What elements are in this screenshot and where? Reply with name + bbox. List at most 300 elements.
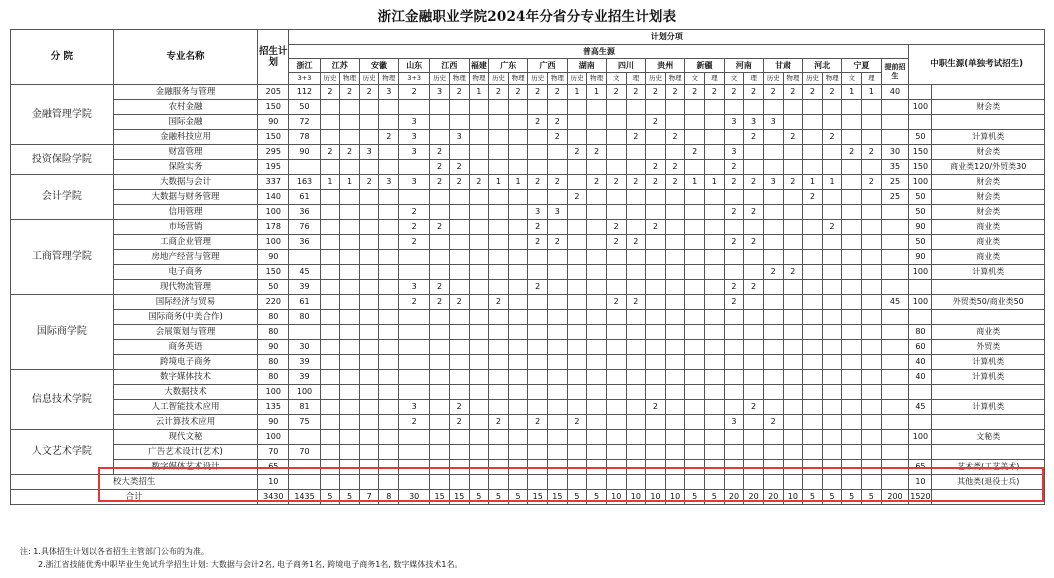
plan-cell xyxy=(528,430,548,445)
plan-cell xyxy=(606,310,626,325)
plan-cell xyxy=(469,295,489,310)
major-cell: 农村金融 xyxy=(113,100,257,115)
plan-cell xyxy=(705,310,725,325)
plan-cell xyxy=(320,295,340,310)
plan-cell: 2 xyxy=(646,160,666,175)
plan-cell xyxy=(469,325,489,340)
plan-cell xyxy=(320,160,340,175)
plan-cell xyxy=(320,115,340,130)
plan-cell xyxy=(705,370,725,385)
plan-cell xyxy=(489,145,509,160)
plan-cell xyxy=(340,235,360,250)
plan-cell xyxy=(724,190,744,205)
plan-cell xyxy=(803,295,823,310)
plan-cell xyxy=(705,445,725,460)
subject-header: 物理 xyxy=(587,73,607,85)
plan-cell: 2 xyxy=(430,280,450,295)
plan-cell xyxy=(862,205,882,220)
plan-cell xyxy=(646,385,666,400)
plan-cell: 3 xyxy=(763,175,783,190)
subject-header: 物理 xyxy=(340,73,360,85)
plan-cell xyxy=(508,310,528,325)
plan-cell: 39 xyxy=(289,280,320,295)
voc-type-cell: 计算机类 xyxy=(932,265,1045,280)
plan-cell xyxy=(508,400,528,415)
table-row xyxy=(11,310,1045,325)
plan-cell xyxy=(320,235,340,250)
plan-cell xyxy=(665,100,685,115)
plan-cell: 2 xyxy=(528,85,548,100)
province-header: 新疆 xyxy=(685,59,724,73)
subject-header: 历史 xyxy=(763,73,783,85)
total-plan-cell: 10 xyxy=(783,490,803,505)
plan-cell xyxy=(842,235,862,250)
plan-cell: 2 xyxy=(606,85,626,100)
plan-cell xyxy=(803,415,823,430)
plan-cell xyxy=(567,370,587,385)
plan-cell xyxy=(340,280,360,295)
plan-cell xyxy=(508,145,528,160)
plan-cell: 2 xyxy=(528,235,548,250)
total-cell: 100 xyxy=(258,205,289,220)
plan-cell xyxy=(489,340,509,355)
plan-cell xyxy=(469,190,489,205)
plan-cell xyxy=(430,370,450,385)
plan-cell xyxy=(449,280,469,295)
plan-cell xyxy=(340,220,360,235)
voc-count-cell: 60 xyxy=(909,340,932,355)
plan-cell xyxy=(783,190,803,205)
dept-cell: 人文艺术学院 xyxy=(11,430,114,475)
plan-cell: 2 xyxy=(430,175,450,190)
plan-cell xyxy=(862,160,882,175)
plan-cell xyxy=(449,265,469,280)
table-row xyxy=(11,100,1045,115)
plan-cell xyxy=(783,115,803,130)
plan-cell xyxy=(626,190,646,205)
plan-cell xyxy=(803,280,823,295)
plan-cell xyxy=(587,250,607,265)
admission-plan-table xyxy=(10,29,1045,505)
plan-cell xyxy=(724,370,744,385)
plan-cell: 2 xyxy=(783,85,803,100)
plan-cell xyxy=(469,445,489,460)
plan-cell: 2 xyxy=(783,175,803,190)
plan-cell xyxy=(606,445,626,460)
plan-cell xyxy=(862,220,882,235)
school-voc-type: 其他类(退役士兵) xyxy=(932,475,1045,490)
table-row xyxy=(11,295,1045,310)
plan-cell xyxy=(783,355,803,370)
plan-cell xyxy=(320,190,340,205)
table-row xyxy=(11,400,1045,415)
plan-cell xyxy=(359,400,379,415)
plan-cell xyxy=(646,130,666,145)
plan-cell xyxy=(528,190,548,205)
plan-cell xyxy=(587,310,607,325)
plan-cell xyxy=(548,325,568,340)
plan-cell xyxy=(320,250,340,265)
plan-cell xyxy=(724,430,744,445)
plan-cell xyxy=(399,370,430,385)
plan-cell xyxy=(399,445,430,460)
plan-cell xyxy=(685,340,705,355)
plan-cell xyxy=(822,280,842,295)
plan-cell xyxy=(803,235,823,250)
plan-cell: 2 xyxy=(399,235,430,250)
plan-cell xyxy=(340,130,360,145)
plan-cell xyxy=(744,445,764,460)
plan-cell xyxy=(399,100,430,115)
plan-cell: 1 xyxy=(587,85,607,100)
subject-header: 理 xyxy=(626,73,646,85)
plan-cell xyxy=(705,205,725,220)
plan-cell xyxy=(842,190,862,205)
plan-cell xyxy=(587,430,607,445)
major-cell: 国际商务(中美合作) xyxy=(113,310,257,325)
plan-cell xyxy=(881,250,909,265)
plan-cell: 2 xyxy=(705,85,725,100)
plan-cell xyxy=(803,250,823,265)
plan-cell xyxy=(508,250,528,265)
plan-cell xyxy=(528,340,548,355)
plan-cell xyxy=(606,325,626,340)
plan-cell xyxy=(626,445,646,460)
plan-cell xyxy=(469,400,489,415)
plan-cell: 2 xyxy=(744,85,764,100)
plan-cell xyxy=(587,205,607,220)
voc-type-cell xyxy=(932,280,1045,295)
subject-header: 历史 xyxy=(528,73,548,85)
plan-cell xyxy=(469,385,489,400)
plan-cell xyxy=(430,355,450,370)
table-row xyxy=(11,220,1045,235)
plan-cell xyxy=(567,400,587,415)
plan-cell xyxy=(783,160,803,175)
plan-cell: 3 xyxy=(379,175,399,190)
plan-cell xyxy=(646,445,666,460)
plan-cell xyxy=(379,115,399,130)
total-cell: 90 xyxy=(258,250,289,265)
plan-cell: 2 xyxy=(744,400,764,415)
province-header: 福建 xyxy=(469,59,489,73)
plan-cell: 39 xyxy=(289,370,320,385)
school-voc: 10 xyxy=(909,475,932,490)
plan-cell: 61 xyxy=(289,295,320,310)
plan-cell: 2 xyxy=(430,295,450,310)
plan-cell xyxy=(783,205,803,220)
plan-cell xyxy=(399,160,430,175)
plan-cell: 112 xyxy=(289,85,320,100)
plan-cell xyxy=(340,325,360,340)
plan-cell: 2 xyxy=(587,145,607,160)
plan-cell xyxy=(665,340,685,355)
plan-cell: 3 xyxy=(399,115,430,130)
plan-cell xyxy=(744,355,764,370)
total-plan-cell: 20 xyxy=(744,490,764,505)
subject-header: 历史 xyxy=(803,73,823,85)
plan-cell xyxy=(763,445,783,460)
plan-cell xyxy=(606,100,626,115)
plan-cell xyxy=(548,355,568,370)
plan-cell xyxy=(567,325,587,340)
plan-cell: 2 xyxy=(763,415,783,430)
plan-cell: 2 xyxy=(528,280,548,295)
plan-cell: 2 xyxy=(803,190,823,205)
plan-cell xyxy=(842,325,862,340)
plan-cell xyxy=(399,250,430,265)
plan-cell xyxy=(567,445,587,460)
plan-cell: 36 xyxy=(289,205,320,220)
plan-cell: 2 xyxy=(567,415,587,430)
plan-cell xyxy=(489,370,509,385)
plan-cell xyxy=(399,355,430,370)
total-cell: 90 xyxy=(258,415,289,430)
subject-header: 理 xyxy=(862,73,882,85)
plan-cell xyxy=(489,130,509,145)
plan-cell xyxy=(646,355,666,370)
plan-cell: 2 xyxy=(449,85,469,100)
plan-cell xyxy=(469,415,489,430)
plan-cell xyxy=(665,325,685,340)
plan-cell xyxy=(379,100,399,115)
plan-cell xyxy=(862,370,882,385)
plan-cell xyxy=(626,265,646,280)
plan-cell xyxy=(320,205,340,220)
plan-cell: 2 xyxy=(744,175,764,190)
plan-cell xyxy=(803,370,823,385)
total-plan-cell: 15 xyxy=(449,490,469,505)
plan-cell: 3 xyxy=(359,145,379,160)
plan-cell xyxy=(449,445,469,460)
plan-cell: 2 xyxy=(430,220,450,235)
plan-cell xyxy=(763,160,783,175)
plan-cell: 3 xyxy=(399,280,430,295)
total-plan-cell: 5 xyxy=(705,490,725,505)
total-cell: 100 xyxy=(258,385,289,400)
plan-cell xyxy=(340,370,360,385)
plan-cell: 2 xyxy=(744,280,764,295)
plan-cell xyxy=(783,325,803,340)
note-1: 注: 1.具体招生计划以各省招生主管部门公布的为准。 xyxy=(20,547,209,556)
table-row xyxy=(11,430,1045,445)
total-cell: 150 xyxy=(258,265,289,280)
total-plan-cell: 5 xyxy=(842,490,862,505)
total-voc: 1520 xyxy=(909,490,932,505)
voc-count-cell: 50 xyxy=(909,205,932,220)
plan-cell xyxy=(862,250,882,265)
plan-cell: 2 xyxy=(685,85,705,100)
plan-cell: 1 xyxy=(862,85,882,100)
plan-cell xyxy=(548,400,568,415)
plan-cell: 72 xyxy=(289,115,320,130)
plan-cell xyxy=(626,310,646,325)
dept-cell: 国际商学院 xyxy=(11,295,114,370)
plan-cell xyxy=(508,160,528,175)
plan-cell xyxy=(430,265,450,280)
plan-cell xyxy=(862,310,882,325)
plan-cell xyxy=(763,190,783,205)
plan-cell xyxy=(567,385,587,400)
plan-cell xyxy=(449,250,469,265)
plan-cell: 2 xyxy=(724,295,744,310)
plan-cell: 1 xyxy=(489,175,509,190)
plan-cell xyxy=(705,250,725,265)
plan-cell xyxy=(548,220,568,235)
plan-cell xyxy=(744,160,764,175)
plan-cell: 2 xyxy=(399,205,430,220)
plan-cell xyxy=(449,205,469,220)
plan-cell xyxy=(449,340,469,355)
plan-cell xyxy=(469,100,489,115)
plan-cell xyxy=(379,445,399,460)
plan-cell xyxy=(430,130,450,145)
plan-cell xyxy=(665,145,685,160)
plan-cell xyxy=(359,295,379,310)
plan-cell xyxy=(449,115,469,130)
voc-group-header: 中职生源(单独考试招生) xyxy=(909,45,1045,85)
plan-cell xyxy=(842,385,862,400)
plan-cell xyxy=(489,115,509,130)
plan-cell: 3 xyxy=(399,400,430,415)
plan-cell: 2 xyxy=(665,130,685,145)
subject-header: 物理 xyxy=(548,73,568,85)
voc-count-cell: 150 xyxy=(909,145,932,160)
plan-cell: 2 xyxy=(548,130,568,145)
plan-cell xyxy=(548,370,568,385)
province-header: 安徽 xyxy=(359,59,398,73)
plan-cell xyxy=(685,130,705,145)
plan-cell xyxy=(430,385,450,400)
voc-type-cell: 计算机类 xyxy=(932,400,1045,415)
school-total: 10 xyxy=(258,475,289,490)
plan-cell xyxy=(469,280,489,295)
plan-cell xyxy=(744,250,764,265)
plan-cell xyxy=(862,385,882,400)
plan-cell xyxy=(822,100,842,115)
plan-cell xyxy=(430,415,450,430)
plan-cell xyxy=(685,430,705,445)
plan-group-header: 计划分项 xyxy=(289,30,1045,45)
plan-cell xyxy=(626,115,646,130)
plan-cell xyxy=(469,370,489,385)
plan-cell xyxy=(626,100,646,115)
plan-cell xyxy=(665,220,685,235)
total-cell: 80 xyxy=(258,325,289,340)
plan-cell xyxy=(842,400,862,415)
plan-cell xyxy=(567,175,587,190)
plan-cell: 1 xyxy=(340,175,360,190)
province-header: 广西 xyxy=(528,59,567,73)
subject-header: 文 xyxy=(606,73,626,85)
plan-cell xyxy=(822,160,842,175)
plan-cell xyxy=(587,190,607,205)
table-row xyxy=(11,115,1045,130)
plan-cell xyxy=(469,355,489,370)
plan-cell xyxy=(340,415,360,430)
plan-cell xyxy=(340,340,360,355)
plan-cell xyxy=(567,160,587,175)
plan-cell xyxy=(881,130,909,145)
plan-cell xyxy=(665,265,685,280)
plan-cell xyxy=(646,325,666,340)
plan-cell: 2 xyxy=(548,235,568,250)
plan-cell: 2 xyxy=(646,220,666,235)
subject-header: 文 xyxy=(842,73,862,85)
plan-cell xyxy=(842,310,862,325)
plan-cell xyxy=(489,280,509,295)
plan-cell xyxy=(548,340,568,355)
plan-cell xyxy=(289,430,320,445)
plan-cell xyxy=(587,415,607,430)
plan-cell: 90 xyxy=(289,145,320,160)
table-row xyxy=(11,445,1045,460)
province-header: 浙江 xyxy=(289,59,320,73)
plan-cell: 100 xyxy=(289,385,320,400)
plan-cell xyxy=(320,325,340,340)
subject-header: 历史 xyxy=(646,73,666,85)
plan-cell xyxy=(665,235,685,250)
plan-cell xyxy=(567,310,587,325)
plan-cell: 2 xyxy=(626,85,646,100)
plan-cell xyxy=(449,385,469,400)
plan-cell xyxy=(528,100,548,115)
major-cell: 人工智能技术应用 xyxy=(113,400,257,415)
plan-cell xyxy=(783,235,803,250)
plan-cell: 163 xyxy=(289,175,320,190)
plan-cell xyxy=(705,190,725,205)
plan-cell xyxy=(842,415,862,430)
total-plan-cell: 200 xyxy=(881,490,909,505)
major-cell: 大数据与会计 xyxy=(113,175,257,190)
total-plan-cell: 8 xyxy=(379,490,399,505)
plan-cell xyxy=(508,265,528,280)
plan-cell xyxy=(606,115,626,130)
plan-cell xyxy=(705,430,725,445)
plan-cell xyxy=(685,385,705,400)
plan-cell xyxy=(508,115,528,130)
plan-cell xyxy=(626,145,646,160)
plan-cell xyxy=(783,385,803,400)
plan-cell xyxy=(359,160,379,175)
plan-cell: 2 xyxy=(489,295,509,310)
plan-cell xyxy=(320,310,340,325)
plan-cell xyxy=(881,385,909,400)
plan-cell xyxy=(822,190,842,205)
plan-cell xyxy=(803,115,823,130)
plan-cell xyxy=(862,445,882,460)
plan-cell xyxy=(685,160,705,175)
plan-cell xyxy=(763,235,783,250)
plan-cell xyxy=(705,400,725,415)
plan-cell xyxy=(646,370,666,385)
subject-header: 物理 xyxy=(469,73,489,85)
plan-cell xyxy=(289,250,320,265)
plan-cell: 35 xyxy=(881,160,909,175)
voc-count-cell xyxy=(909,415,932,430)
plan-cell xyxy=(881,430,909,445)
voc-type-cell: 财会类 xyxy=(932,190,1045,205)
plan-cell xyxy=(862,355,882,370)
total-cell: 150 xyxy=(258,100,289,115)
plan-cell xyxy=(449,235,469,250)
plan-cell xyxy=(862,100,882,115)
plan-cell xyxy=(489,310,509,325)
plan-cell xyxy=(548,265,568,280)
plan-cell xyxy=(783,370,803,385)
plan-cell xyxy=(705,265,725,280)
voc-type-cell: 计算机类 xyxy=(932,130,1045,145)
